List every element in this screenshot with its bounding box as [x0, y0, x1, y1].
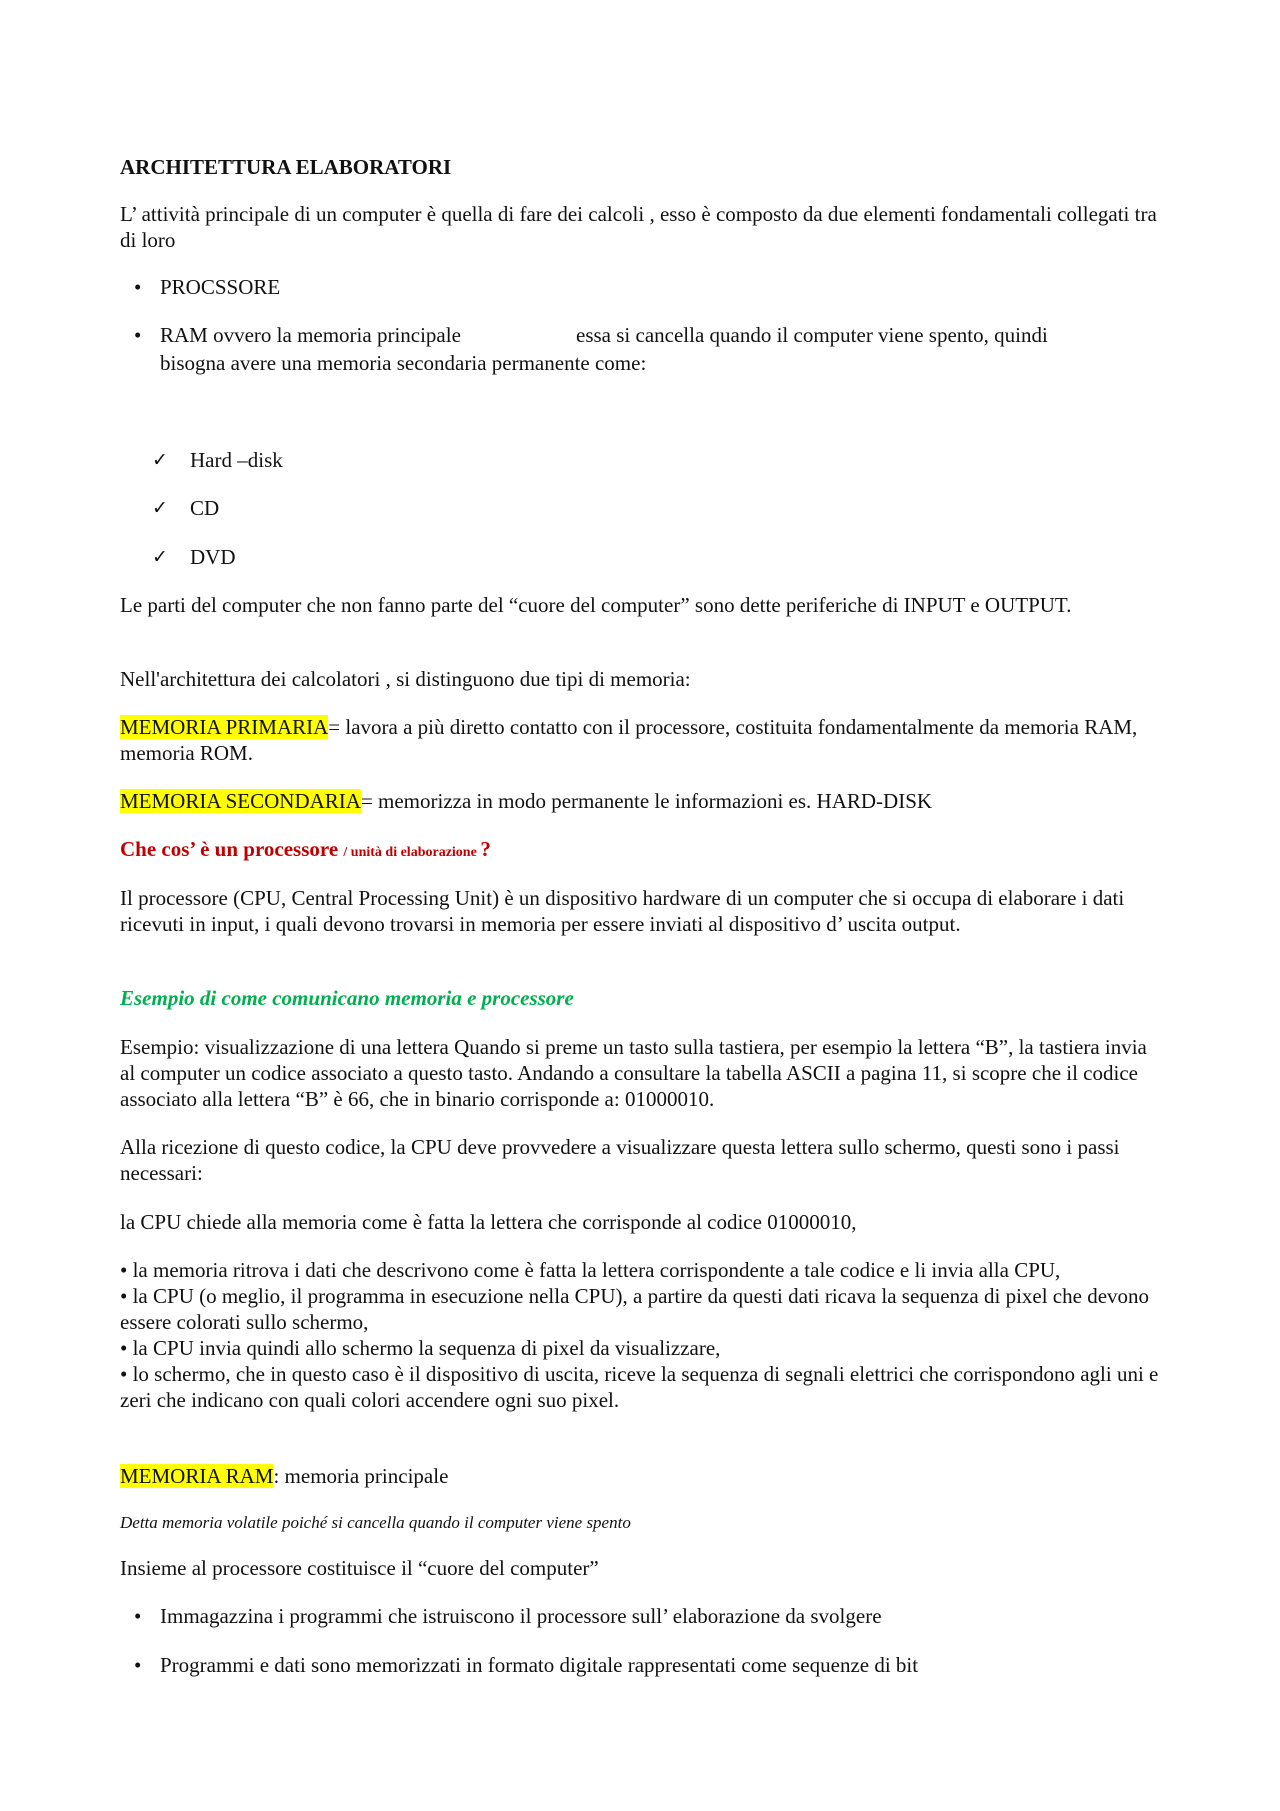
processor-heading-main: Che cos’ è un processore: [120, 837, 344, 861]
memoria-primaria-paragraph: [120, 714, 1160, 766]
list-item: • la CPU invia quindi allo schermo la sequenza di pixel da visualizzare,: [120, 1336, 721, 1360]
example-dvd: DVD: [190, 545, 236, 569]
list-item: • la memoria ritrova i dati che descrivono come è fatta la lettera corrispondente a tale codice e li invia alla CPU,: [120, 1258, 1061, 1282]
bullet-icon: •: [134, 1653, 142, 1677]
ram-bullet-programs: Immagazzina i programmi che istruiscono il processore sull’ elaborazione da svolgere: [160, 1604, 882, 1628]
bullet-icon: •: [134, 323, 142, 347]
checkmark-icon: ✓: [152, 449, 168, 471]
checkmark-icon: ✓: [152, 546, 168, 568]
processor-heading-end: ?: [480, 837, 491, 861]
bullet-icon: •: [134, 275, 142, 299]
peripherals-paragraph: Le parti del computer che non fanno parte del “cuore del computer” sono dette periferiche di INPUT e OUTPUT.: [120, 593, 1072, 617]
processor-heading-subtitle: / unità di elaborazione: [343, 845, 481, 860]
ram-note: Detta memoria volatile poiché si cancella quando il computer viene spento: [120, 1513, 631, 1532]
processor-heading: [120, 836, 1160, 866]
component-ram-detail: essa si cancella quando il computer viene spento, quindi: [576, 323, 1048, 347]
example-hard-disk: Hard –disk: [190, 448, 283, 472]
ram-bullet-digital-format: Programmi e dati sono memorizzati in formato digitale rappresentati come sequenze di bit: [160, 1653, 919, 1677]
document-title: ARCHITETTURA ELABORATORI: [120, 155, 452, 179]
component-ram-detail-cont: bisogna avere una memoria secondaria permanente come:: [160, 351, 647, 375]
intro-paragraph: L’ attività principale di un computer è quella di fare dei calcoli , esso è composto da due elementi fondamentali collegati tra di loro: [120, 202, 1157, 252]
memoria-secondaria-text: = memorizza in modo permanente le informazioni es. HARD-DISK: [360, 789, 933, 813]
example-paragraph: Esempio: visualizzazione di una lettera Quando si preme un tasto sulla tastiera, per esempio la lettera “B”, la tastiera invia al computer un codice associato a questo tasto. Andando a consultare la tabella ASCII a pagina 11, si scopre che il codice associato alla lettera “B” è 66, che in binario corrisponde a: 01000010.: [120, 1035, 1147, 1111]
bullet-icon: •: [134, 1604, 142, 1628]
memoria-ram-paragraph: [120, 1463, 1160, 1489]
list-item: • la CPU (o meglio, il programma in esecuzione nella CPU), a partire da questi dati ricava la sequenza di pixel che devono essere colorati sullo schermo,: [120, 1284, 1150, 1334]
example-heading: Esempio di come comunicano memoria e processore: [120, 986, 574, 1010]
memoria-primaria-text: = lavora a più diretto contatto con il processore, costituita fondamentalmente da memoria RAM, memoria ROM.: [120, 715, 1138, 765]
component-processor: PROCSSORE: [160, 275, 281, 299]
processor-paragraph: Il processore (CPU, Central Processing Unit) è un dispositivo hardware di un computer che si occupa di elaborare i dati ricevuti in input, i quali devono trovarsi in memoria per essere inviati al dispositivo d’ uscita output.: [120, 886, 1125, 936]
step-first: la CPU chiede alla memoria come è fatta la lettera che corrisponde al codice 01000010,: [120, 1210, 857, 1234]
memory-types-intro: Nell'architettura dei calcolatori , si distinguono due tipi di memoria:: [120, 667, 691, 691]
component-ram-label: RAM ovvero la memoria principale: [160, 323, 461, 347]
memoria-secondaria-label: MEMORIA SECONDARIA: [120, 789, 361, 813]
ram-core-paragraph: Insieme al processore costituisce il “cuore del computer”: [120, 1556, 599, 1580]
memoria-ram-text: : memoria principale: [273, 1464, 449, 1488]
list-item: [120, 322, 1160, 376]
list-item: • lo schermo, che in questo caso è il dispositivo di uscita, riceve la sequenza di segnali elettrici che corrispondono agli uni e zeri che indicano con quali colori accendere ogni suo pixel.: [120, 1362, 1159, 1412]
reception-paragraph: Alla ricezione di questo codice, la CPU deve provvedere a visualizzare questa lettera sullo schermo, questi sono i passi necessari:: [120, 1135, 1120, 1185]
checkmark-icon: ✓: [152, 497, 168, 519]
memoria-ram-label: MEMORIA RAM: [120, 1464, 274, 1488]
memoria-primaria-label: MEMORIA PRIMARIA: [120, 715, 329, 739]
memoria-secondaria-paragraph: [120, 788, 1160, 814]
steps-list: [120, 1257, 1160, 1413]
example-cd: CD: [190, 496, 220, 520]
